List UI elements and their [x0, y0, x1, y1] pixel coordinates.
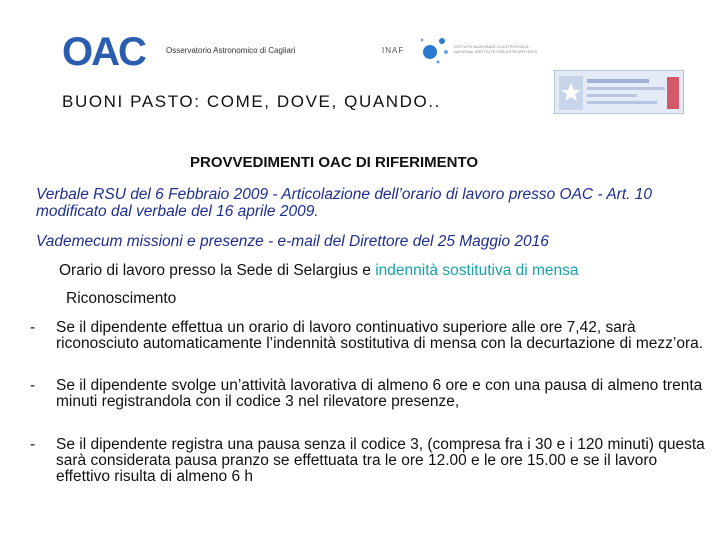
list-item [30, 378, 710, 428]
list-item [30, 437, 710, 487]
list-item-text: Se il dipendente effettua un orario di lavoro continuativo superiore alle ore 7,42, sarà riconosciuto automaticamente l’indennità sostitutiva di mensa con la decurtazione di mezz’ora. [56, 319, 704, 352]
intro-paragraph [59, 262, 579, 280]
reference-verbale-rsu: Verbale RSU del 6 Febbraio 2009 - Articolazione dell’orario di lavoro presso OAC - Art. 10 modificato dal verbale del 16 aprile 2009. [36, 186, 652, 220]
slide-title: BUONI PASTO: COME, DOVE, QUANDO.. [62, 92, 441, 111]
oac-logo-letters: OAC [62, 30, 145, 74]
bullet-marker: - [30, 319, 36, 336]
inaf-logo [382, 32, 542, 72]
bullet-marker: - [30, 436, 36, 453]
reference-vademecum: Vademecum missioni e presenze - e-mail del Direttore del 25 Maggio 2016 [36, 233, 549, 250]
inaf-logo-small-text: ISTITUTO NAZIONALE DI ASTROFISICA NATIONAL INSTITUTE FOR ASTROPHYSICS [454, 44, 538, 54]
oac-logo-subtitle: Osservatorio Astronomico di Cagliari [166, 46, 296, 55]
inaf-dots-icon [416, 32, 452, 66]
oac-logo [62, 30, 296, 74]
bullet-marker: - [30, 377, 36, 394]
inaf-logo-word: INAF [382, 46, 405, 55]
list-item [30, 320, 710, 370]
list-item-text: Se il dipendente svolge un’attività lavorativa di almeno 6 ore e con una pausa di almeno trenta minuti registrandola con il codice 3 nel rilevatore presenze, [56, 377, 703, 410]
list-item-text: Se il dipendente registra una pausa senza il codice 3, (compresa fra i 30 e i 120 minuti) questa sarà considerata pausa pranzo se effettuata tra le ore 12.00 e le ore 15.00 e se il lavoro effettivo risulta di almeno 6 h [56, 436, 705, 485]
intro-text: Orario di lavoro presso la Sede di Selargius e [59, 262, 376, 279]
recognition-label: Riconoscimento [66, 290, 177, 307]
meal-voucher-image [554, 70, 684, 114]
intro-highlight: indennità sostitutiva di mensa [375, 262, 579, 279]
section-heading: PROVVEDIMENTI OAC DI RIFERIMENTO [190, 154, 479, 171]
